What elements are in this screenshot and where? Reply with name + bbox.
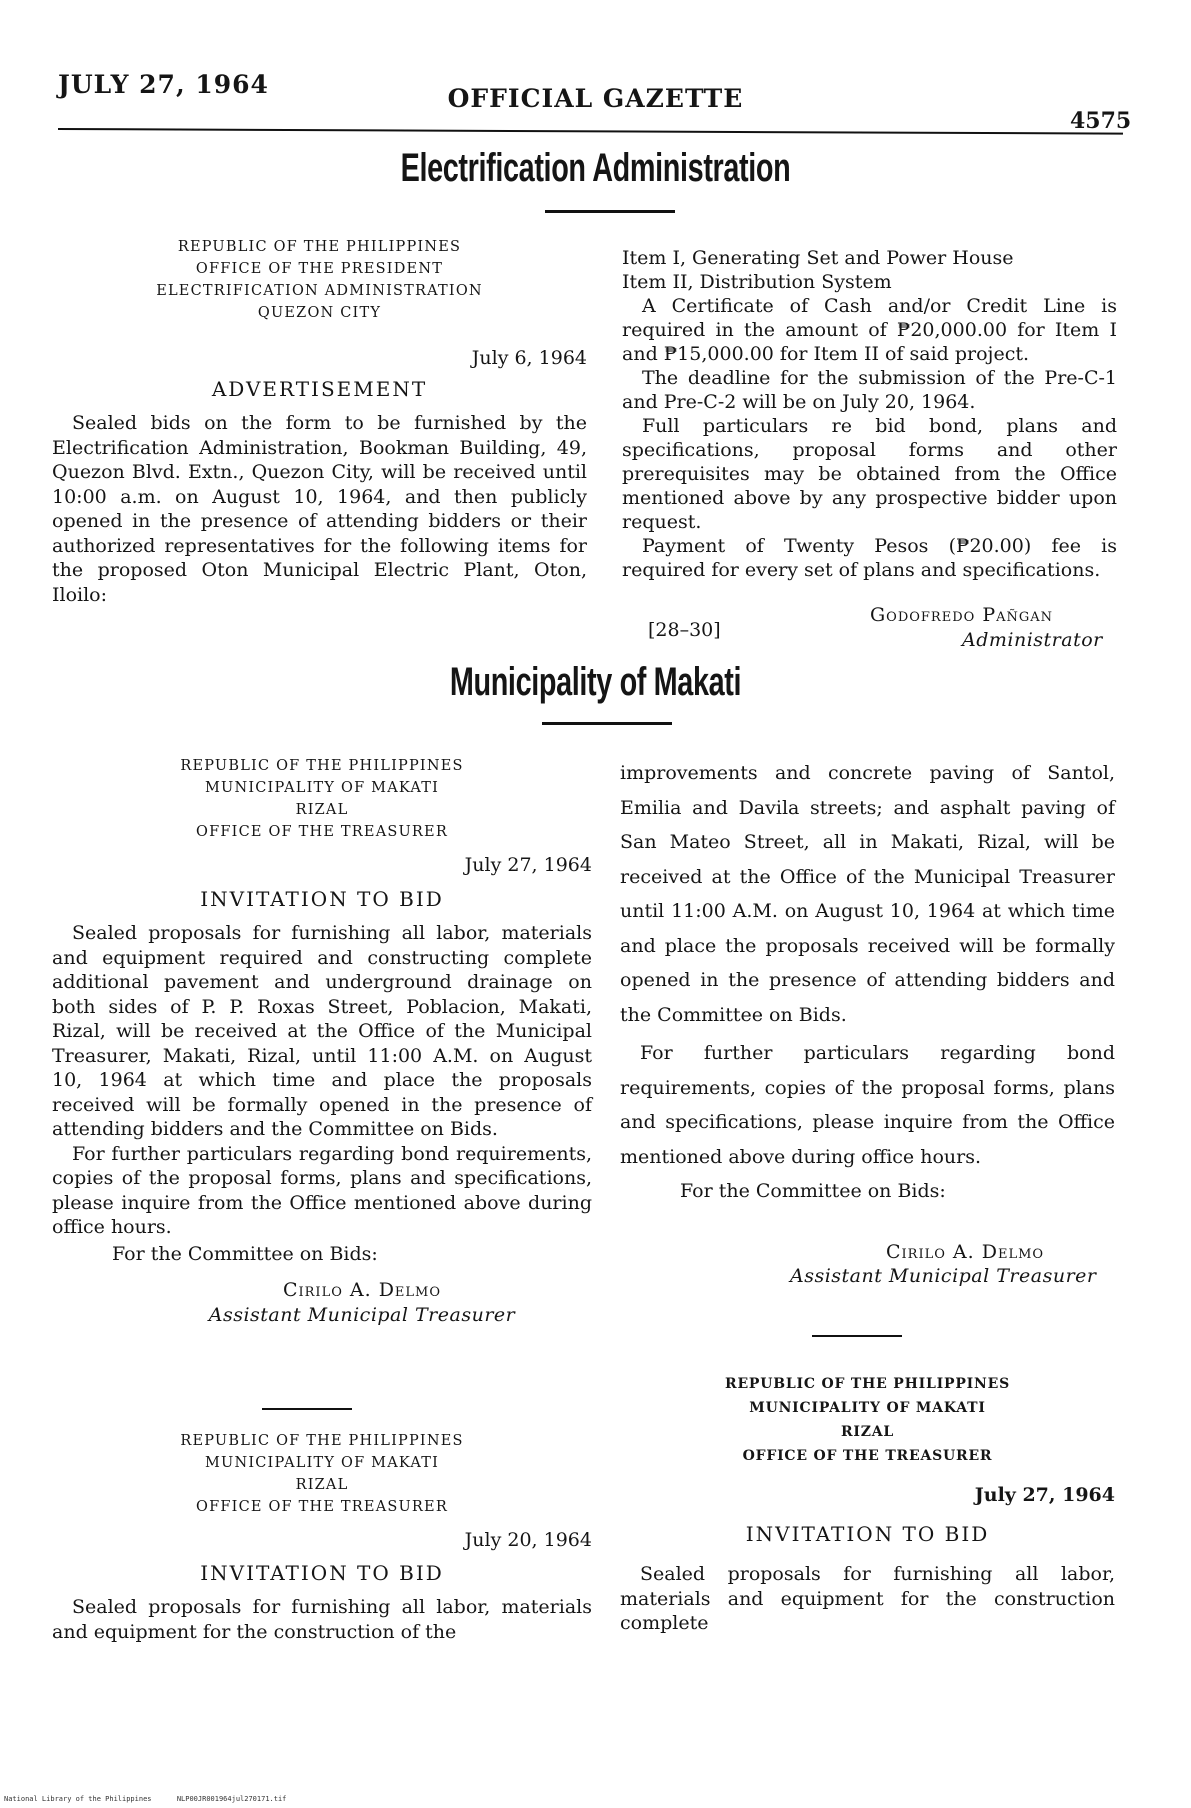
signatory-name: Cirilo A. Delmo: [886, 1241, 1045, 1263]
address-line: OFFICE OF THE TREASURER: [196, 824, 448, 840]
notice-heading: INVITATION TO BID: [200, 886, 444, 911]
address-line: REPUBLIC OF THE PHILIPPINES: [177, 239, 462, 255]
signatory-title: Assistant Municipal Treasurer: [790, 1265, 1097, 1287]
makati-notice-2: [52, 1430, 592, 1644]
notice-body-start: Sealed proposals for furnishing all labor, materials and equipment for the construction complete: [620, 1563, 1115, 1634]
scan-footer: [4, 1795, 286, 1803]
paragraph: A Certificate of Cash and/or Credit Line is required in the amount of ₱20,000.00 for Item I and ₱15,000.00 for Item II of said project.: [622, 295, 1117, 365]
notice-body-start: Sealed proposals for furnishing all labor, materials and equipment for the construction of the: [52, 1596, 592, 1643]
notice-date: July 27, 1964: [974, 1484, 1115, 1506]
notice-divider: [262, 1408, 352, 1410]
section-divider: [542, 722, 672, 725]
address-block: [620, 1372, 1115, 1468]
electrification-left-column: [52, 236, 587, 607]
committee-line: For the Committee on Bids:: [112, 1242, 378, 1265]
notice-divider: [812, 1335, 902, 1337]
section-divider: [545, 210, 675, 213]
header-date: JULY 27, 1964: [58, 70, 269, 99]
paragraph: The deadline for the submission of the Pre-C-1 and Pre-C-2 will be on July 20, 1964.: [622, 367, 1117, 413]
address-line: REPUBLIC OF THE PHILIPPINES: [725, 1376, 1010, 1392]
notice-body: Sealed bids on the form to be furnished by the Electrification Administration, Bookman Building, 49, Quezon Blvd. Extn., Quezon City, will be received until 10:00 a.m. on August 10, 1964, and then publicly opened in the presence of attending bidders or their authorized representatives for the following items for the proposed Oton Municipal Electric Plant, Oton, Iloilo:: [52, 412, 587, 606]
address-block: [52, 236, 587, 324]
address-line: RIZAL: [840, 1424, 895, 1440]
electrification-section-title: Electrification Administration: [400, 146, 791, 190]
address-line: OFFICE OF THE TREASURER: [196, 1499, 448, 1515]
notice-heading: INVITATION TO BID: [745, 1521, 990, 1546]
address-line: MUNICIPALITY OF MAKATI: [749, 1400, 986, 1416]
footer-file-ref: NLP00JR001964jul270171.tif: [176, 1795, 287, 1803]
electrification-right-column: [622, 246, 1117, 582]
item-line: Item I, Generating Set and Power House: [622, 247, 1014, 269]
address-line: OFFICE OF THE PRESIDENT: [195, 261, 444, 277]
committee-line: For the Committee on Bids:: [680, 1180, 946, 1202]
notice-body: Sealed proposals for furnishing all labor, materials and equipment required and constructing complete additional pavement and underground drainage on both sides of P. P. Roxas Street, Poblacion, Makati, Rizal, will be received at the Office of the Municipal Treasurer, Makati, Rizal, until 11:00 A.M. on August 10, 1964 at which time and place the proposals received will be formally opened in the presence of attending bidders and the Committee on Bids.: [52, 922, 592, 1140]
makati-notice-1: [52, 755, 592, 1327]
signatory-title: Assistant Municipal Treasurer: [208, 1303, 516, 1326]
notice-heading: ADVERTISEMENT: [211, 376, 428, 401]
address-line: QUEZON CITY: [257, 305, 382, 321]
signatory-name: Godofredo Pañgan: [870, 604, 1054, 626]
signatory-title: Administrator: [962, 629, 1103, 651]
address-block: [52, 755, 592, 843]
makati-notice-3: [620, 1372, 1115, 1636]
address-block: [52, 1430, 592, 1518]
address-line: OFFICE OF THE TREASURER: [742, 1448, 993, 1464]
reference-code: [28–30]: [648, 619, 721, 641]
address-line: ELECTRIFICATION ADMINISTRATION: [156, 283, 483, 299]
makati-section-title: Municipality of Makati: [449, 660, 742, 704]
notice-further: For further particulars regarding bond requirements, copies of the proposal forms, plans and specifications, please inquire from the Office mentioned above during office hours.: [620, 1042, 1115, 1168]
address-line: RIZAL: [295, 802, 349, 818]
address-line: MUNICIPALITY OF MAKATI: [204, 1455, 439, 1471]
address-line: REPUBLIC OF THE PHILIPPINES: [180, 1433, 464, 1449]
item-line: Item II, Distribution System: [622, 271, 892, 293]
address-line: REPUBLIC OF THE PHILIPPINES: [180, 758, 464, 774]
notice-body-continued: improvements and concrete paving of Santol, Emilia and Davila streets; and asphalt paving of San Mateo Street, all in Makati, Rizal, will be received at the Office of the Municipal Treasurer until 11:00 A.M. on August 10, 1964 at which time and place the proposals received will be formally opened in the presence of attending bidders and the Committee on Bids.: [620, 762, 1115, 1026]
notice-date: July 6, 1964: [471, 347, 587, 369]
footer-library: National Library of the Philippines: [4, 1795, 152, 1803]
notice-date: July 27, 1964: [464, 854, 592, 876]
notice-heading: INVITATION TO BID: [200, 1560, 444, 1585]
signatory-name: Cirilo A. Delmo: [282, 1279, 442, 1301]
header-rule: [58, 128, 1123, 135]
address-line: RIZAL: [295, 1477, 349, 1493]
notice-further: For further particulars regarding bond requirements, copies of the proposal forms, plans and specifications, please inquire from the Office mentioned above during office hours.: [52, 1142, 592, 1238]
address-line: MUNICIPALITY OF MAKATI: [204, 780, 439, 796]
makati-notice-2-continued: [620, 756, 1115, 1209]
paragraph: Payment of Twenty Pesos (₱20.00) fee is required for every set of plans and specifications.: [622, 535, 1117, 581]
notice-date: July 20, 1964: [464, 1529, 592, 1551]
paragraph: Full particulars re bid bond, plans and specifications, proposal forms and other prerequisites may be obtained from the Office mentioned above by any prospective bidder upon request.: [622, 415, 1117, 533]
page-number: 4575: [1070, 108, 1132, 134]
publication-title: OFFICIAL GAZETTE: [447, 84, 744, 113]
